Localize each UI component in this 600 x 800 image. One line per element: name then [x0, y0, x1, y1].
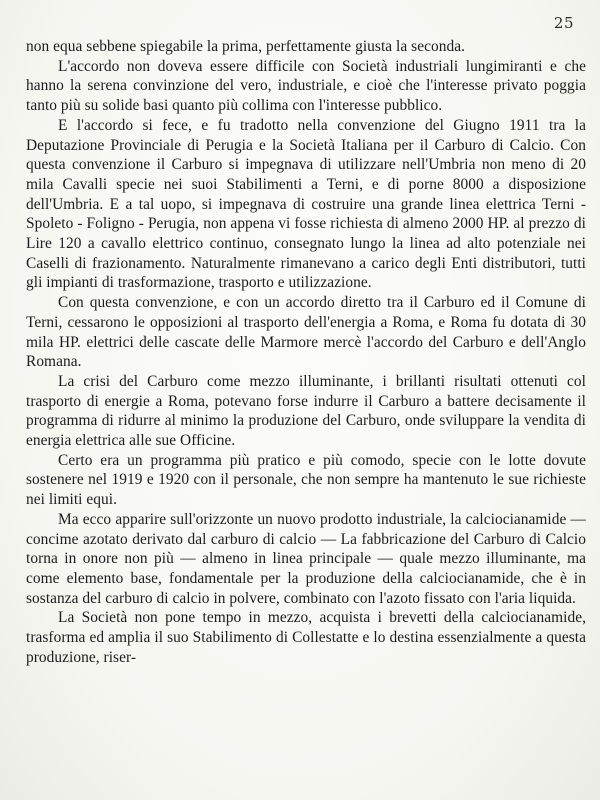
paragraph: L'accordo non doveva essere difficile con Società industriali lungimiranti e che hanno la serena convinzione del vero, industriale, e cioè che l'interesse privato poggia tanto più su solide basi quanto più collima con l'interesse pubblico.	[26, 57, 586, 115]
page-body-text	[26, 37, 586, 668]
paragraph: La Società non pone tempo in mezzo, acquista i brevetti della calciocianamide, trasforma ed amplia il suo Stabilimento di Collestatte e lo destina essenzialmente a questa produzione, riser-	[26, 609, 586, 666]
paragraph: Ma ecco apparire sull'orizzonte un nuovo prodotto industriale, la calciocianamide — concime azotato derivato dal carburo di calcio — La fabbricazione del Carburo di Calcio torna in onore non più — almeno in linea principale — quale mezzo illuminante, ma come elemento base, fondamentale per la produzione della calciocianamide, che è in sostanza del carburo di calcio in polvere, combinato con l'azoto fissato con l'aria liquida.	[26, 510, 586, 607]
paragraph: E l'accordo si fece, e fu tradotto nella convenzione del Giugno 1911 tra la Deputazione Provinciale di Perugia e la Società Italiana per il Carburo di Calcio. Con questa convenzione il Carburo si impegnava di utilizzare nell'Umbria non meno di 20 mila Cavalli specie nei suoi Stabilimenti a Terni, e di porne 8000 a disposizione dell'Umbria. E a tal uopo, si impegnava di costruire una grande linea elettrica Terni - Spoleto - Foligno - Perugia, non appena vi fosse richiesta di almeno 2000 HP. al prezzo di Lire 120 a cavallo elettrico continuo, consegnato lungo la linea ad alto potenziale nei Caselli di frazionamento. Naturalmente rimanevano a carico degli Enti distributori, tutti gli impianti di trasformazione, trasporto e utilizzazione.	[26, 116, 586, 292]
paragraph: Con questa convenzione, e con un accordo diretto tra il Carburo ed il Comune di Terni, cessarono le opposizioni al trasporto dell'energia a Roma, e Roma fu dotata di 30 mila HP. elettrici delle cascate delle Marmore mercè l'accordo del Carburo e dell'Anglo Romana.	[26, 294, 586, 371]
paragraph: Certo era un programma più pratico e più comodo, specie con le lotte dovute sostenere nel 1919 e 1920 con il personale, che non sempre ha mantenuto le sue richieste nei limiti equi.	[26, 451, 586, 509]
paragraph: La crisi del Carburo come mezzo illuminante, i brillanti risultati ottenuti col trasporto di energie a Roma, potevano forse indurre il Carburo a battere decisamente il programma di ridurre al minimo la produzione del Carburo, onde sviluppare la vendita di energia elettrica alle sue Officine.	[26, 372, 586, 450]
page-number: 25	[553, 14, 574, 32]
paragraph-continuation: non equa sebbene spiegabile la prima, perfettamente giusta la seconda.	[26, 38, 465, 55]
